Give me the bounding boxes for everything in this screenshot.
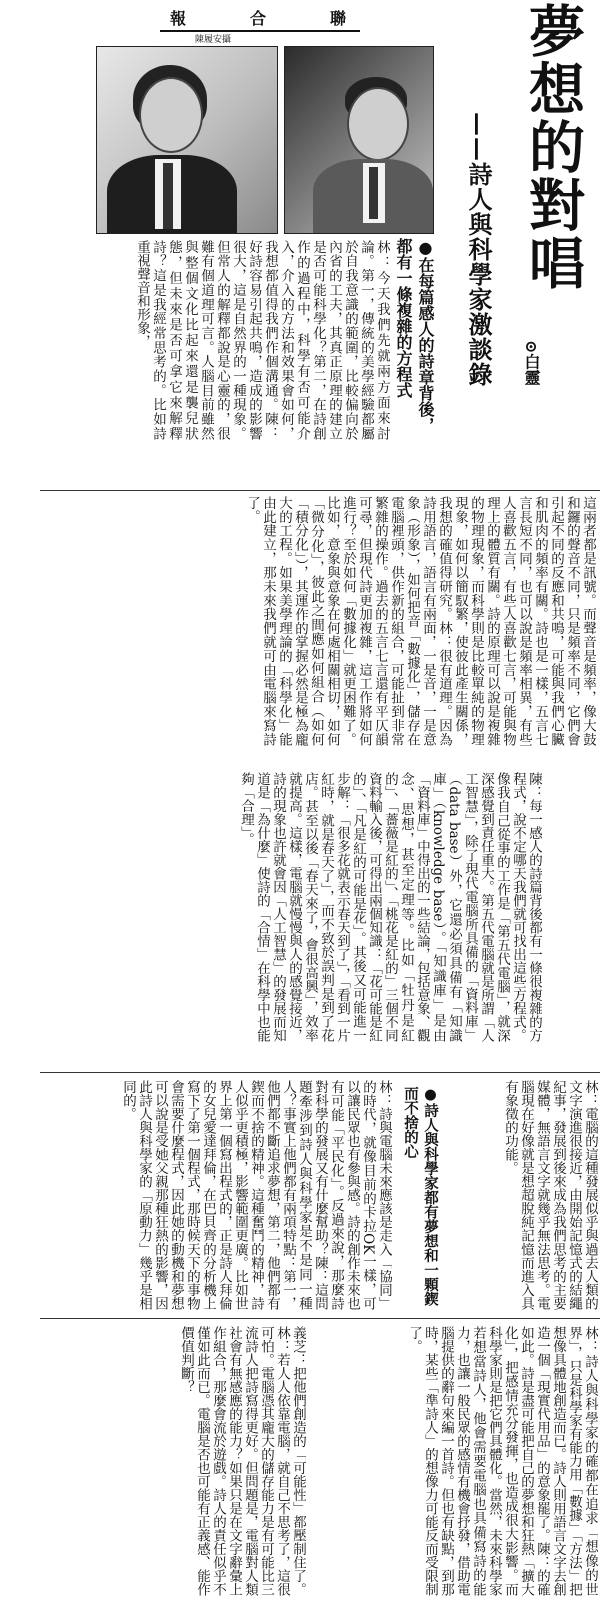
- newspaper-masthead: [160, 6, 360, 28]
- masthead-char-3: 聯: [330, 9, 349, 28]
- column-5: 林：詩與電腦未來應該是走入「協同」的時代，就像目前的卡拉OK一樣，可以讓民眾也有參與感。詩的創作未來也有可能「平民化」。反過來說，那麼詩對科學的發展又有什麼幫助？陳：這問題牽涉到詩人與科學家是不是同一種人？事實上他們都有兩項特點：第一，他們都不斷追求夢想，第二，他們都有鍥而不捨的精神。這種奮鬥的精神，詩人似乎更積極，影響範圍更廣。比如世界上第一個寫出程式的，正是詩人拜倫的女兒愛達拜倫，在巴貝齊的分析機上寫下了第一個程式，那時候天下的事物會需要什麼程式，因此她的動機和夢想可以說是受她父親那種狂熱的影響，因此詩人與科學家的「原動力」幾乎是相同的。: [120, 1080, 392, 1310]
- article-title: 夢想的對唱: [520, 2, 586, 292]
- divider-2: [40, 1072, 600, 1073]
- column-1: 林：今天我們先就兩方面來討論。第一，傳統的美學經驗都屬於自我意識的範圍，比較偏向於內省的工夫，其真正原理的建立是否可能科學化？第二，在詩創作的過程中，科學有否可能介入，介入的方法和效果會如何，我想都值得我們作個溝通。陳：好詩容易引起共鳴，造成的影響很大，這是自然界的一種現象。但常人的解釋都說是心靈的，很難有個道理可言。人腦目前雖然與整個文化比起來還是襲兒狀態，但未來是否可拿它來解釋詩？這是我經常思考的。比如詩重視聲音和形象，: [134, 240, 390, 440]
- photo-caption: 陳履安攝: [195, 35, 232, 45]
- masthead-rule: [160, 30, 360, 32]
- photo-left: [96, 46, 278, 234]
- lead-quote: ●在每篇感人的詩章背後，都有一條複雜的方程式: [394, 238, 435, 433]
- photo-right: [284, 46, 434, 234]
- divider-1: [40, 490, 600, 491]
- column-4: 林：電腦的這種發展似乎與過去人類的文字演進很接近，由開始記憶式的結繩紀事，發展到後來成為我們思考的主要媒體，無語言文字就幾乎無法思考。電腦現在好像就是想超脫純記憶而進入具有象徵的功能。: [502, 1080, 598, 1310]
- column-7: 義芝：把他們創造的「可能性」都壓制住了。林：若人人依靠電腦，就自己不思考了，這很可怕。電腦憑其龐大的儲存能力是有可能比三流詩人把詩寫得更好。但問題是，電腦對人類社會有無感應的能力？如果只是在文字辭彙上作組合，那麼會流於遊戲。詩人的責任似乎不僅如此而已。電腦是否也可能有正義感、能作價值判斷？: [178, 1326, 306, 1596]
- subhead-dream: ●詩人與科學家都有夢想和一顆鍥而不捨的心: [402, 1086, 439, 1306]
- column-6: 林：詩人與科學家的確都在追求「想像的世界」，只是科學家有能力用「數據」「方法」把想像具體地創造而已。詩人則用語言文字去創造一個「現實代用品」的意象罷了。陳：的確如此。詩是盡可能把自己的夢想和狂熱「擴大化」，把感情充分發揮，也造成很大影響。而科學家則是把它們具體化。當然，未來科學家若想當詩人，他會需要電腦也具備寫詩的能力，也讓一般民眾的感情有機會抒發，借助電腦提供的辭句來編一首詩。但也有缺點，到那時，某些「準詩人」的想像力可能反而受限制了。: [406, 1326, 598, 1596]
- divider-3: [40, 1318, 600, 1319]
- masthead-char-1: 報: [170, 9, 189, 28]
- column-2: 這兩者都是訊號。而聲音是頻率，像大鼓和鑼的聲音不同，只是頻率不同，它們會引起不同的反應和共鳴，可能與我們心臟和肌肉的頻率有關。詩也是一樣，五言七言長短不同，也可以說是頻率相異，有些人喜歡五言，有些人喜歡七言，可能與物理上的體質有關。詩的原理可以說是複雜的物理現象，而科學則是比較單純的物理現象，如何以簡馭繁，使彼此產生關係，我想的確值得研究。林：很有道理。因為詩用語言，語言有兩面，一是音，一是意象（形象），如何把音「數據化」，儲存在電腦裡頭，供作新的組合，可能扯到非常繁雜的操作。過去的五言七言還有平仄韻可尋，但現代詩更加複雜，這工作將如何進行？至於如何「數據化」就更困難了。比如，意象與意象在何處相關相切，如何「微分化」，彼此之間應如何組合（如何「積分化」），其運作的掌握必然是極為龐大的工程。如果美學理論的「科學化」能由此建立，那未來我們就可由電腦來寫詩了。: [244, 496, 596, 746]
- byline: ⊙白靈: [522, 340, 541, 386]
- column-3: 陳：每一感人的詩篇背後都有一條很複雜的方程式，說不定哪天我們就可找出這些方程式。像我自己從事的工作是「第五代電腦」，就深深感覺到責任重大。第五代電腦就是所謂「人工智慧」，除了現代電腦所具備的「資料庫」（data base）外，它還必須具備有「知識庫」（knowledge base）。「知識庫」是由「資料庫」中得出的一些結論，包括意象、觀念、思想，甚至定理等。比如「牡丹是紅的」、「薔薇是紅的」、「桃花是紅的」三個不同資料輸入後，可得出兩個知識：「花可能是紅的」、「凡是紅的可能是花」。其後又可能進一步解：「很多花就表示春天到了」，「看到一片紅時，就是春天了」，而不致於誤判是到了花店。甚至以後「春天來了，會很高興」，效率就提高。這樣，電腦就慢慢與人的感覺接近，詩的現象也許就會因「人工智慧」的發展而知道是「為什麼」使詩的「合情」在科學中也能夠「合理」。: [238, 772, 542, 1042]
- masthead-char-2: 合: [250, 9, 269, 28]
- article-subtitle: ——詩人與科學家激談錄: [464, 112, 493, 387]
